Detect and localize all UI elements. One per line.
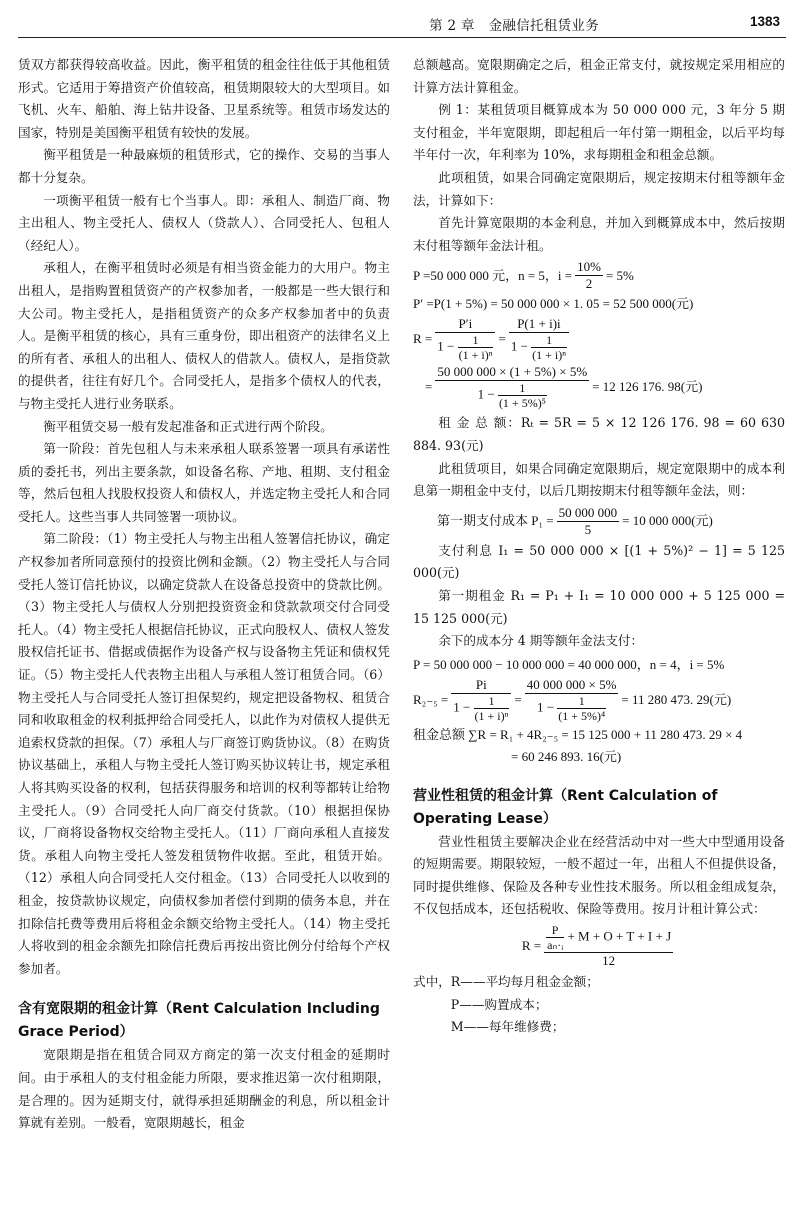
chapter-title: 第 2 章 金融信托租赁业务 [429,18,599,34]
total-line: 租 金 总 额：Rₜ = 5R = 5 × 12 126 176. 98 = 60 630 884. 93(元) [413,415,785,453]
left-column [18,54,390,1135]
paragraph: 余下的成本分 4 期等额年金法支付： [438,633,644,649]
paragraph: 总额越高。宽限期确定之后，租金正常支付，就按规定采用相应的计算方法计算租金。 [413,57,785,95]
equation: = 50 000 000 × (1 + 5%) × 5% 1 − $\frac{1}{\text{(1 + 5\%)⁵}}$ = 12 126 176. 98(元) [425,364,703,411]
page-header [0,0,804,42]
equation: P =50 000 000 元，n = 5，i = $\frac{10\%}{2}$ = 5% [413,259,634,292]
equation: R₂₋₅ = Pi 1 − $\frac{1}{\text{(1 + i)ⁿ}}$ = 40 000 000 × 5% 1 − $\frac{1}{\text{(1 + 5\%)⁴}}$ = 11 280 473. 29(元) [413,676,732,723]
fraction: $\frac{50 000 000}{5}$ [558,504,618,537]
equation: R = P′i 1 − $\frac{1}{\text{(1 + i)ⁿ}}$ = P(1 + i)i 1 − $\frac{1}{\text{(1 + i)ⁿ}}$ [413,316,785,362]
fraction: 50 000 000 × (1 + 5%) × 5% 1 − $\frac{1}{\text{(1 + 5\%)⁵}}$ [437,364,588,411]
fraction: $\frac{P}{\text{aₙ·ᵢ}}$ + M + O + T + I + J 12 [544,923,673,969]
paragraph: 赁双方都获得较高收益。因此，衡平租赁的租金往往低于其他租赁形式。它适用于筹措资产价值较高，租赁期限较大的大型项目。如飞机、火车、船舶、海上钻井设备、卫星系统等。租赁市场发达的国家，特别是美国衡平租赁有较快的发展。 [18,57,390,140]
paragraph: 衡平租赁交易一般有发起准备和正式进行两个阶段。 [43,418,333,434]
paragraph: 营业性租赁主要解决企业在经营活动中对一些大中型通用设备的短期需要。期限较短，一般不超过一年，出租人不但提供设备，同时提供维修、保险及各种专业性技术服务。所以租金组成复杂，不仅包括成本，还包括税收、保险等费用。按月计租计算公式： [413,833,785,917]
section-heading: 营业性租赁的租金计算（Rent Calculation of Operating Lease） [413,787,718,827]
definition-line: M——每年维修费； [450,1019,565,1035]
paragraph: 首先计算宽限期的本金利息，并加入到概算成本中，然后按期末付租等额年金法计租。 [413,215,785,253]
paragraph: 一项衡平租赁一般有七个当事人。即：承租人、制造厂商、物主出租人、物主受托人、债权人（贷款人）、合同受托人、包租人（经纪人）。 [18,192,390,253]
paragraph: 第二阶段：（1）物主受托人与物主出租人签署信托协议，确定产权参加者所同意预付的投资比例和金额。（2）物主受托人与合同受托人签订信托协议，以确定贷款人在设备总投资中的贷款比例。（3）物主受托人与债权人分别把投资资金和贷款款项交付合同受托人。（4）物主受托人根据信托协议，正式向股权人、债权人签发股权信托证书、借据或债据作为设备产权与设备物主凭证和债权凭证。（5）物主受托人代表物主出租人与承租人签订租赁合同。（6）物主受托人与合同受托人签订担保契约，规定把设备物权、租赁合同和收取租金的权利抵押给合同受托人，以此作为对债权人提供无追索权贷款的担保。（7）承租人与厂商签订购货协议。（8）在购货协议基础上，承租人与物主受托人签订购买协议转让书，规定承租人将其购买设备的权利，包括获得服务和培训的权利等都转让给物主受托人。（9）合同受托人向厂商交付货款。（10）根据担保协议，厂商将设备物权交给物主受托人。（11）厂商向承租人直接发货。承租人向物主受托人签发租赁物件收据。至此，租赁开始。（12）承租人向合同受托人交付租金。（13）合同受托人以收到的租金，按贷款协议规定，向债权参加者偿付到期的债务本息，并在扣除信托费等费用后将租金余额交给物主受托人。（14）物主受托人将收到的租金余额先扣除信托费后再按出资比例分付给每个产权参加者。 [18,531,390,976]
equation: 第一期支付成本 P₁ = $\frac{50 000 000}{5}$ = 10 000 000(元) [437,504,713,537]
paragraph: 此项租赁，如果合同确定宽限期后，规定按期末付租等额年金法，计算如下： [413,169,785,208]
equation: 租金总额 ∑R = R₁ + 4R₂₋₅ = 15 125 000 + 11 280 473. 29 × 4 [413,726,743,742]
equation: R = $\frac{P}{\text{aₙ·ᵢ}}$ + M + O + T + I + J 12 [521,923,672,969]
equation: 第一期租金 R₁ = P₁ + I₁ = 10 000 000 + 5 125 000 = 15 125 000(元) [413,587,785,626]
paragraph: 承租人，在衡平租赁时必须是有相当资金能力的大用户。物主出租人，是指购置租赁资产的产权参加者，一般都是一些大银行和大公司。物主受托人，是指租赁资产的众多产权参加者中的负责人。是衡平租赁的核心，具有三重身份，即出租资产的法律名义上的所有者、承租人的出租人、债权人的借款人。债权人，是指贷款的提供者，往往有好几个。合同受托人，是指多个债权人的代表，与物主受托人进行业务联系。 [18,260,390,411]
section-heading: 含有宽限期的租金计算（Rent Calculation Including Grace Period） [18,1001,380,1041]
equation: P′ =P(1 + 5%) = 50 000 000 × 1. 05 = 52 500 000(元) [413,296,694,312]
fraction: P′i 1 − $\frac{1}{\text{(1 + i)ⁿ}}$ [435,316,495,362]
equation: 支付利息 I₁ = 50 000 000 × [(1 + 5%)² − 1] = 5 125 000(元) [413,542,785,581]
header-rule [18,37,786,38]
paragraph: 第一阶段：首先包租人与未来承租人联系签署一项具有承诺性质的委托书，列出主要条款，如设备名称、产地、租期、支付租金等，然后包租人找股权投资人和债权人，并选定物主受托人和合同受托人。这些当事人共同签署一项协议。 [18,441,390,524]
paragraph: 例 1：某租赁项目概算成本为 50 000 000 元，3 年分 5 期支付租金，半年宽限期，即起租后一年付第一期租金，以后平均每半年付一次，年利率为 10%，求每期租金和租金总额。 [413,102,785,163]
equation: P = 50 000 000 − 10 000 000 = 40 000 000，n = 4，i = 5% [413,656,725,672]
definitions [413,971,785,1039]
paragraph: 此租赁项目，如果合同确定宽限期后，规定宽限期中的成本利息第一期租金中支付，以后几期按期末付租等额年金法，则： [413,460,785,499]
fraction: 40 000 000 × 5% 1 − $\frac{1}{\text{(1 + 5\%)⁴}}$ [526,676,617,723]
fraction: $\frac{10\%}{2}$ [577,259,601,292]
page-number: 1383 [749,14,780,29]
right-column [413,54,785,1039]
definition-line: 式中，R——平均每月租金金额； [413,974,599,990]
fraction: Pi 1 − $\frac{1}{\text{(1 + i)ⁿ}}$ [451,677,511,723]
paragraph: 宽限期是指在租赁合同双方商定的第一次支付租金的延期时间。由于承租人的支付租金能力所限，要求推迟第一次付租期限，是合理的。因为延期支付，就得承担延期酬金的利息，所以租金计算就有差别。一般看，宽限期越长，租金 [18,1047,390,1131]
paragraph: 衡平租赁是一种最麻烦的租赁形式，它的操作、交易的当事人都十分复杂。 [18,147,390,185]
fraction: P(1 + i)i 1 − $\frac{1}{\text{(1 + i)ⁿ}}$ [509,316,569,362]
equation: = 60 246 893. 16(元) [511,748,622,764]
definition-line: P——购置成本； [450,996,548,1012]
